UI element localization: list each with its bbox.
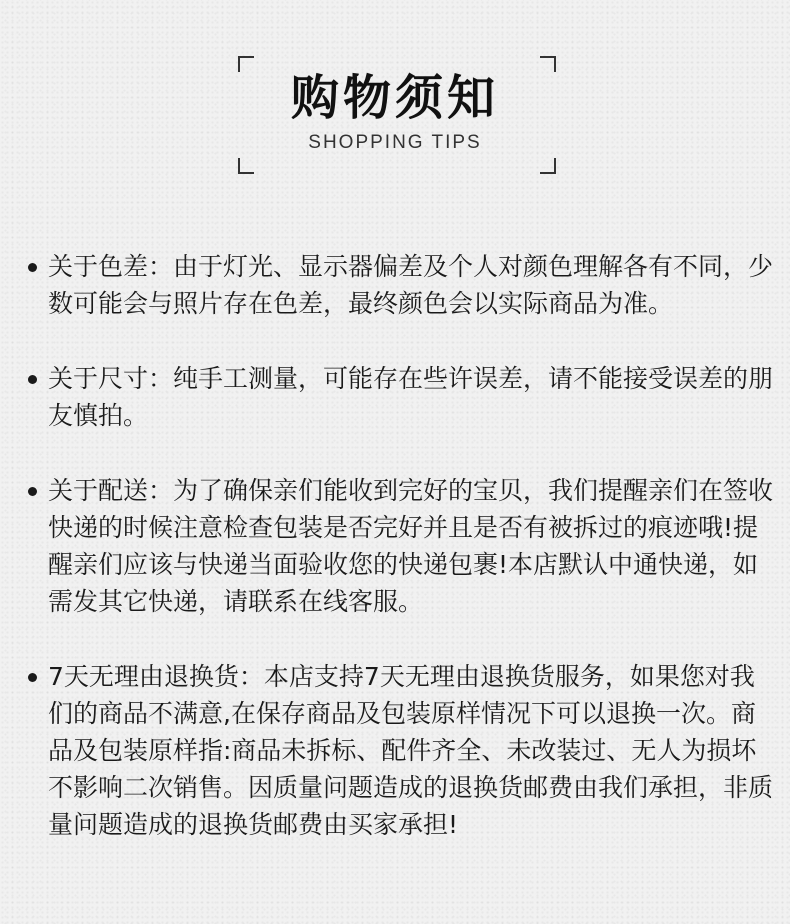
tip-text: 关于配送：为了确保亲们能收到完好的宝贝，我们提醒亲们在签收快递的时候注意检查包装是否完好并且是否有被拆过的痕迹哦!提醒亲们应该与快递当面验收您的快递包裹!本店默认中通快递，如需发其它快递，请联系在线客服。 xyxy=(48,476,774,616)
tip-text: 关于尺寸：纯手工测量，可能存在些许误差，请不能接受误差的朋友慎拍。 xyxy=(48,364,774,430)
tip-size xyxy=(28,360,778,434)
tip-color-difference xyxy=(28,248,778,322)
tips-list xyxy=(28,248,778,843)
header xyxy=(0,0,790,200)
bullet-icon xyxy=(28,375,37,384)
tip-text: 关于色差：由于灯光、显示器偏差及个人对颜色理解各有不同，少数可能会与照片存在色差，最终颜色会以实际商品为准。 xyxy=(48,252,774,318)
bullet-icon xyxy=(28,673,37,682)
page-subtitle: SHOPPING TIPS xyxy=(308,132,482,153)
tip-return-policy xyxy=(28,658,778,843)
corner-bracket-bottom-right-icon xyxy=(540,158,556,174)
tip-delivery xyxy=(28,472,778,620)
corner-bracket-bottom-left-icon xyxy=(238,158,254,174)
bullet-icon xyxy=(28,487,37,496)
page-title: 购物须知 xyxy=(290,70,499,126)
tip-text: 7天无理由退换货：本店支持7天无理由退换货服务，如果您对我们的商品不满意,在保存商品及包装原样情况下可以退换一次。商品及包装原样指:商品未拆标、配件齐全、未改装过、无人为损坏不影响二次销售。因质量问题造成的退换货邮费由我们承担，非质量问题造成的退换货邮费由买家承担! xyxy=(48,662,774,839)
bullet-icon xyxy=(28,263,37,272)
